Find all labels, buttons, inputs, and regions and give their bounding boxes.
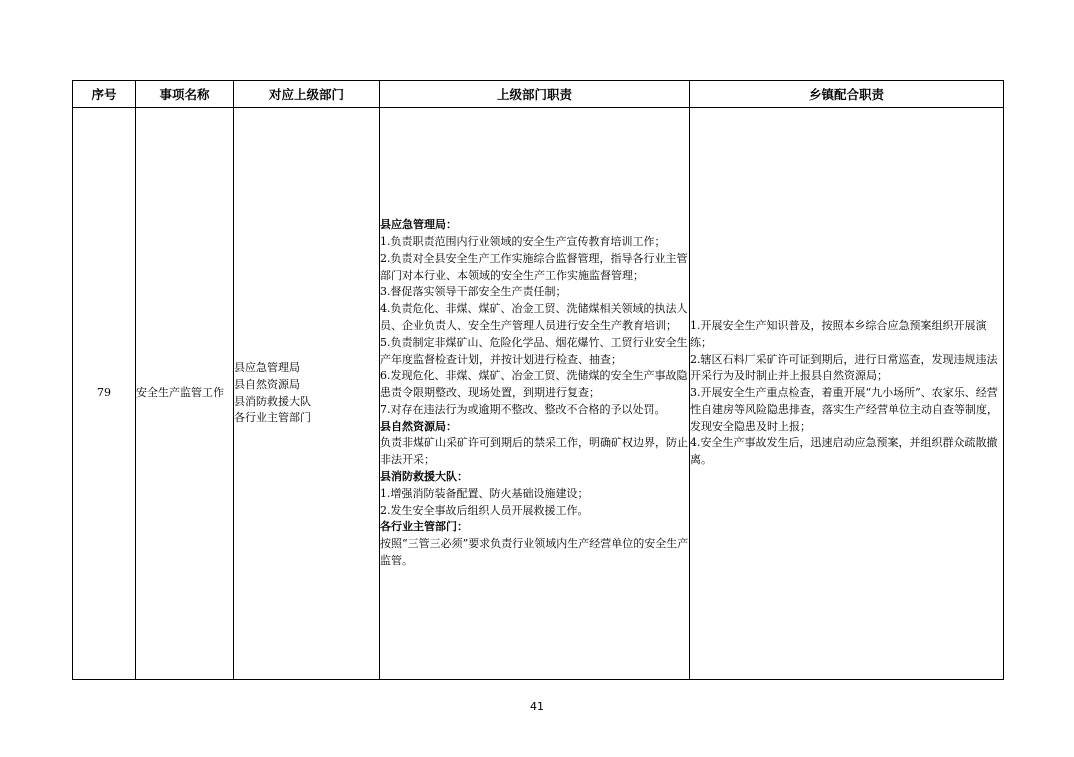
header-dept: 对应上级部门	[234, 81, 380, 108]
header-town: 乡镇配合职责	[690, 81, 1004, 108]
header-duty: 上级部门职责	[380, 81, 690, 108]
duty-item: 6.发现危化、非煤、煤矿、冶金工贸、洗储煤的安全生产事故隐患责令限期整改、现场处置，到期进行复查；	[380, 369, 688, 400]
duty-dept-heading: 县应急管理局：	[380, 218, 457, 232]
duty-item: 4.负责危化、非煤、煤矿、冶金工贸、洗储煤相关领域的执法人员、企业负责人、安全生产管理人员进行安全生产教育培训；	[380, 302, 688, 332]
duty-item: 3.督促落实领导干部安全生产责任制；	[380, 285, 567, 299]
town-duty-item: 2.辖区石料厂采矿许可证到期后，进行日常巡查，发现违规违法开采行为及时制止并上报县自然资源局；	[690, 352, 998, 383]
duty-item: 2.负责对全县安全生产工作实施综合监督管理，指导各行业主管部门对本行业、本领域的安全生产工作实施监督管理；	[380, 251, 688, 282]
town-duty-item: 1.开展安全生产知识普及，按照本乡综合应急预案组织开展演练；	[690, 318, 987, 349]
duty-item: 负责非煤矿山采矿许可到期后的禁采工作，明确矿权边界，防止非法开采；	[380, 436, 688, 467]
duty-item: 7.对存在违法行为或逾期不整改、整改不合格的予以处罚。	[380, 402, 666, 416]
dept-line: 县应急管理局	[234, 360, 300, 374]
header-row	[73, 81, 1004, 108]
duty-item: 1.增强消防装备配置、防火基础设施建设；	[380, 486, 589, 500]
header-item: 事项名称	[136, 81, 234, 108]
duty-item: 5.负责制定非煤矿山、危险化学品、烟花爆竹、工贸行业安全生产年度监督检查计划，并按计划进行检查、抽查；	[380, 335, 688, 366]
duty-dept-heading: 县自然资源局：	[380, 419, 457, 433]
town-duty-item: 4.安全生产事故发生后，迅速启动应急预案，并组织群众疏散撤离。	[690, 436, 998, 467]
duty-item: 1.负责职责范围内行业领域的安全生产宣传教育培训工作；	[380, 234, 666, 248]
header-seq: 序号	[73, 81, 136, 108]
row-town-duties	[690, 108, 1004, 680]
row-depts	[234, 108, 380, 680]
responsibility-table	[72, 80, 1004, 680]
dept-line: 县自然资源局	[234, 377, 300, 391]
row-duties	[380, 108, 690, 680]
row-item-name: 安全生产监管工作	[136, 108, 234, 680]
table-row	[73, 108, 1004, 680]
town-duty-item: 3.开展安全生产重点检查，着重开展“九小场所”、农家乐、经营性自建房等风险隐患排查，落实生产经营单位主动自查等制度，发现安全隐患及时上报；	[690, 386, 998, 433]
duty-item: 2.发生安全事故后组织人员开展救援工作。	[380, 503, 589, 517]
row-seq: 79	[73, 108, 136, 680]
duty-dept-heading: 各行业主管部门：	[380, 520, 468, 534]
dept-line: 县消防救援大队	[234, 394, 311, 408]
duty-dept-heading: 县消防救援大队：	[380, 470, 468, 484]
duty-item: 按照“三管三必须”要求负责行业领域内生产经营单位的安全生产监管。	[380, 537, 689, 568]
dept-line: 各行业主管部门	[234, 411, 311, 425]
page-number: 41	[530, 700, 544, 713]
